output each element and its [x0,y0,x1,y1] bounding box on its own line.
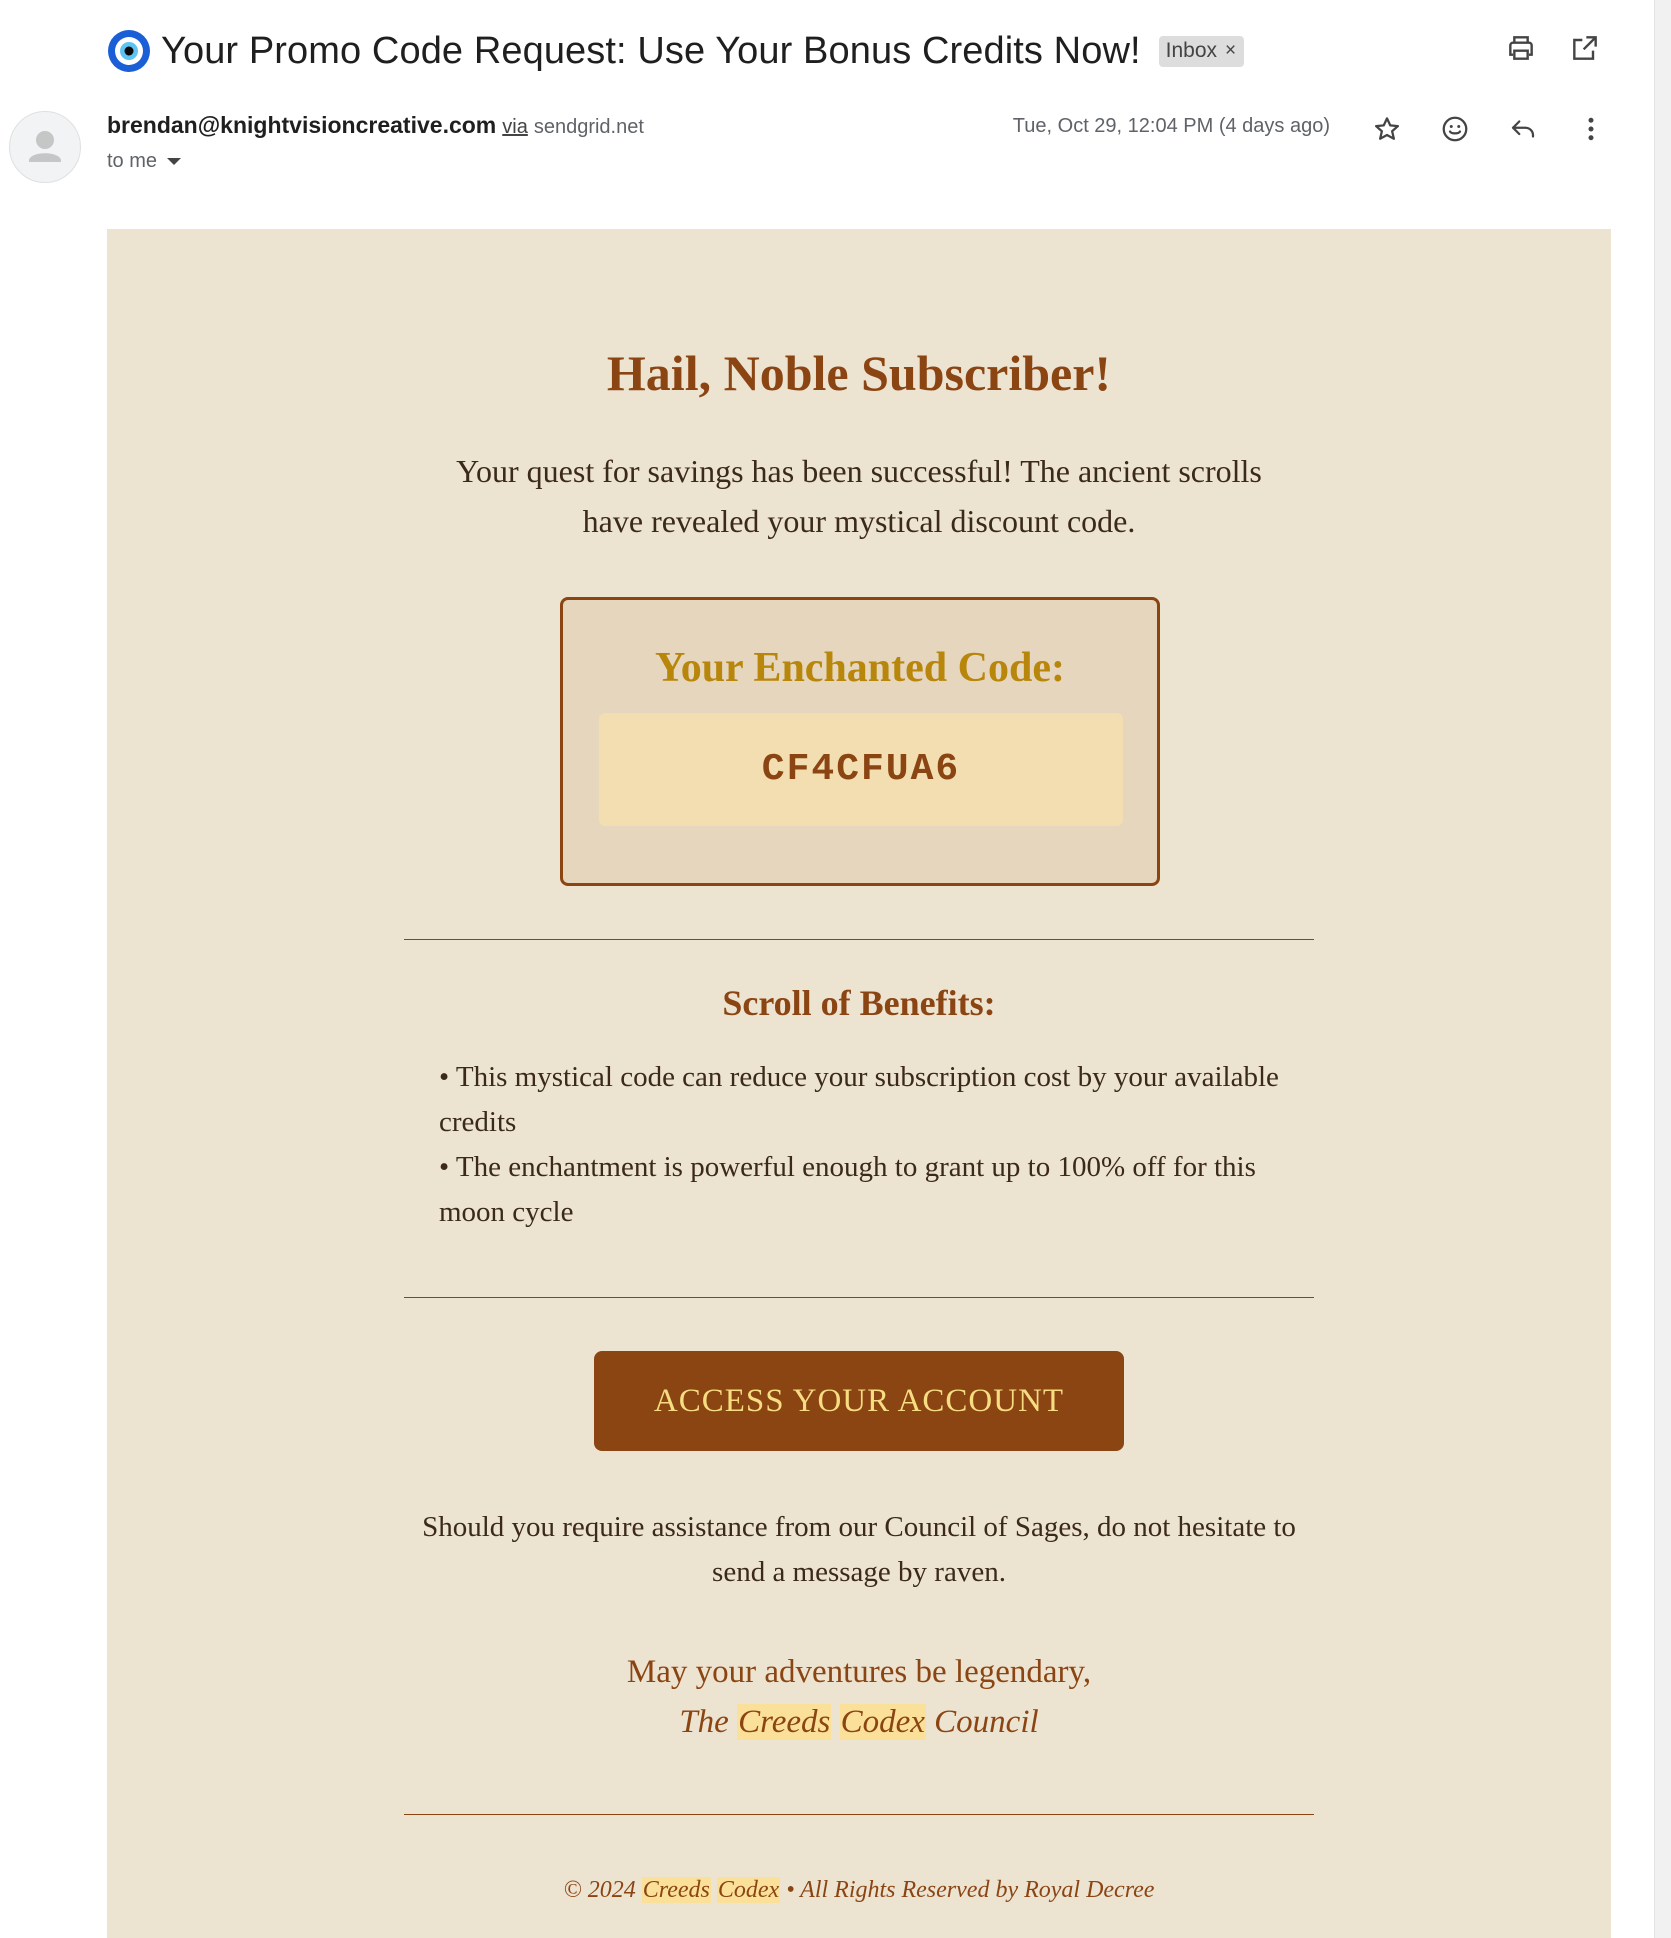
page-scrollbar[interactable] [1654,0,1671,1938]
sender-row [107,112,644,139]
inbox-label-chip[interactable] [1159,36,1244,67]
signature-line [404,1697,1314,1747]
divider-bottom [404,1814,1314,1815]
promo-code-value[interactable]: CF4CFUA6 [761,748,961,791]
message-actions [1369,111,1609,147]
person-icon [10,112,80,182]
footer-highlight-creeds: Creeds [642,1877,710,1903]
chevron-down-icon[interactable] [167,158,181,165]
email-subject: Your Promo Code Request: Use Your Bonus Credits Now! [161,29,1141,72]
footer-rights: • All Rights Reserved by Royal Decree [786,1877,1155,1903]
reply-icon[interactable] [1505,111,1541,147]
benefits-list [439,1055,1279,1235]
nazar-amulet-icon [107,29,151,73]
via-domain: sendgrid.net [533,116,644,138]
assistance-paragraph: Should you require assistance from our Council of Sages, do not hesitate to send a message by raven. [422,1511,1296,1588]
message-date: Tue, Oct 29, 12:04 PM (4 days ago) [1012,115,1330,137]
signature-highlight-codex: Codex [840,1704,925,1740]
promo-code-box [560,597,1160,886]
signature-highlight-creeds: Creeds [738,1704,831,1740]
signature-the: The [679,1704,729,1740]
greeting-heading: Hail, Noble Subscriber! [606,345,1112,401]
benefits-heading: Scroll of Benefits: [722,983,996,1023]
via-link[interactable]: via [502,116,528,138]
email-footer [404,1877,1314,1904]
recipient-text: to me [107,150,158,172]
access-account-button[interactable]: ACCESS YOUR ACCOUNT [594,1351,1124,1451]
benefit-item-credits: • This mystical code can reduce your subscription cost by your available credits [439,1061,1279,1138]
open-in-new-window-icon[interactable] [1567,30,1603,66]
promo-code-field[interactable] [599,713,1123,826]
thread-actions [1503,30,1603,66]
footer-copyright: © 2024 [563,1877,636,1903]
sender-email[interactable]: brendan@knightvisioncreative.com [107,112,497,138]
benefit-item-discount: • The enchantment is powerful enough to grant up to 100% off for this moon cycle [439,1151,1256,1228]
sender-avatar[interactable] [9,111,81,183]
star-icon[interactable] [1369,111,1405,147]
intro-paragraph [404,446,1314,546]
signoff-line: May your adventures be legendary, [626,1654,1092,1690]
subject-row [107,22,1244,80]
signoff-block [404,1647,1314,1747]
intro-line-1: Your quest for savings has been successful! The ancient scrolls [456,453,1262,489]
inbox-label-text: Inbox [1165,38,1218,62]
more-options-icon[interactable] [1573,111,1609,147]
email-body [107,229,1611,1938]
emoji-reaction-icon[interactable] [1437,111,1473,147]
promo-code-title: Your Enchanted Code: [655,645,1065,691]
intro-line-2: have revealed your mystical discount code. [582,503,1136,539]
divider-top [404,939,1314,940]
recipient-row[interactable] [107,150,181,173]
footer-highlight-codex: Codex [717,1877,780,1903]
print-icon[interactable] [1503,30,1539,66]
signature-council: Council [934,1704,1039,1740]
remove-label-icon[interactable]: × [1225,39,1237,61]
divider-middle [404,1297,1314,1298]
